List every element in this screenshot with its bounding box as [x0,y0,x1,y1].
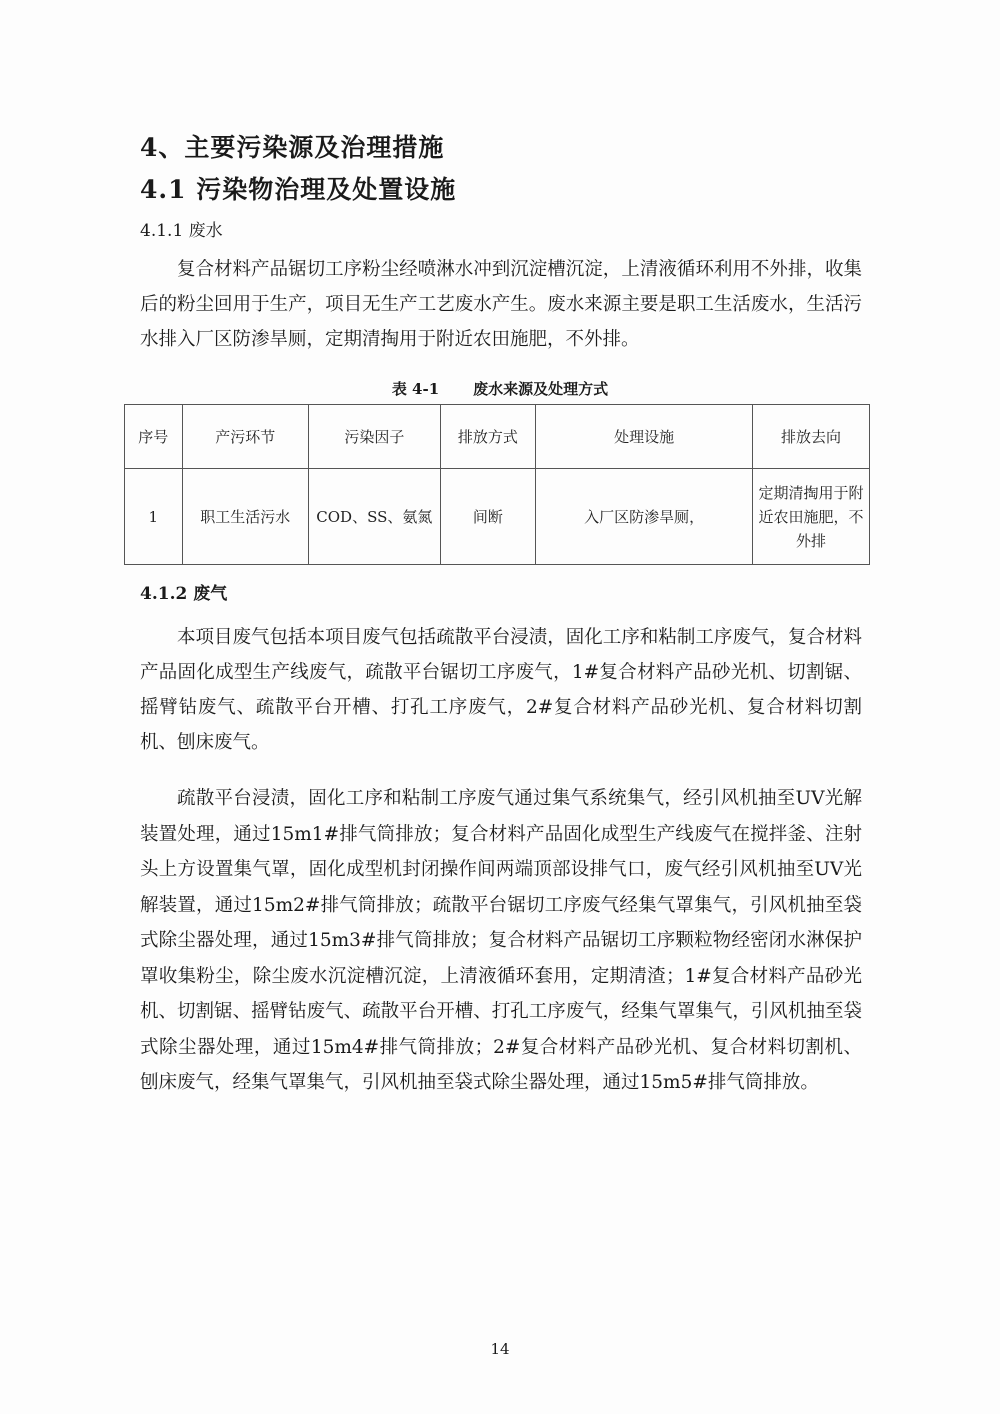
cell-discharge-mode: 间断 [440,469,536,565]
table-caption-title: 废水来源及处理方式 [473,380,609,398]
cell-facility: 入厂区防渗旱厕， [536,469,753,565]
cell-source: 职工生活污水 [182,469,308,565]
header-cell-facility: 处理设施 [536,405,753,469]
subsection-heading-exhaust: 4.1.2 废气 [140,584,228,604]
wastewater-table [124,404,870,565]
exhaust-paragraph-1: 本项目废气包括本项目废气包括疏散平台浸渍，固化工序和粘制工序废气，复合材料产品固化成型生产线废气，疏散平台锯切工序废气，1#复合材料产品砂光机、切割锯、摇臂钻废气、疏散平台开槽、打孔工序废气，2#复合材料产品砂光机、复合材料切割机、刨床废气。 [140,627,862,753]
header-cell-destination: 排放去向 [752,405,869,469]
table-row [125,469,870,565]
header-cell-pollutant: 污染因子 [309,405,441,469]
table-caption-number: 表 4-1 [391,380,440,398]
cell-destination: 定期清掏用于附近农田施肥，不外排 [752,469,869,565]
header-cell-source: 产污环节 [182,405,308,469]
exhaust-paragraph-2: 疏散平台浸渍，固化工序和粘制工序废气通过集气系统集气，经引风机抽至UV光解装置处理，通过15m1#排气筒排放；复合材料产品固化成型生产线废气在搅拌釜、注射头上方设置集气罩，固化成型机封闭操作间两端顶部设排气口，废气经引风机抽至UV光解装置，通过15m2#排气筒排放；疏散平台锯切工序废气经集气罩集气，引风机抽至袋式除尘器处理，通过15m3#排气筒排放；复合材料产品锯切工序颗粒物经密闭水淋保护罩收集粉尘，除尘废水沉淀槽沉淀，上清液循环套用，定期清渣；1#复合材料产品砂光机、切割锯、摇臂钻废气、疏散平台开槽、打孔工序废气，经集气罩集气，引风机抽至袋式除尘器处理，通过15m4#排气筒排放；2#复合材料产品砂光机、复合材料切割机、刨床废气，经集气罩集气，引风机抽至袋式除尘器处理，通过15m5#排气筒排放。 [140,788,862,1093]
section-heading: 4.1 污染物治理及处置设施 [140,175,457,204]
chapter-heading: 4、主要污染源及治理措施 [140,133,445,162]
header-cell-no: 序号 [125,405,183,469]
cell-no: 1 [125,469,183,565]
header-cell-discharge-mode: 排放方式 [440,405,536,469]
page-number: 14 [490,1340,510,1358]
table-header-row [125,405,870,469]
cell-pollutant: COD、SS、氨氮 [309,469,441,565]
wastewater-paragraph: 复合材料产品锯切工序粉尘经喷淋水冲到沉淀槽沉淀，上清液循环利用不外排，收集后的粉尘回用于生产，项目无生产工艺废水产生。废水来源主要是职工生活废水，生活污水排入厂区防渗旱厕，定期清掏用于附近农田施肥，不外排。 [140,259,862,350]
subsection-heading-wastewater: 4.1.1 废水 [140,221,223,241]
table-caption [0,378,1000,399]
